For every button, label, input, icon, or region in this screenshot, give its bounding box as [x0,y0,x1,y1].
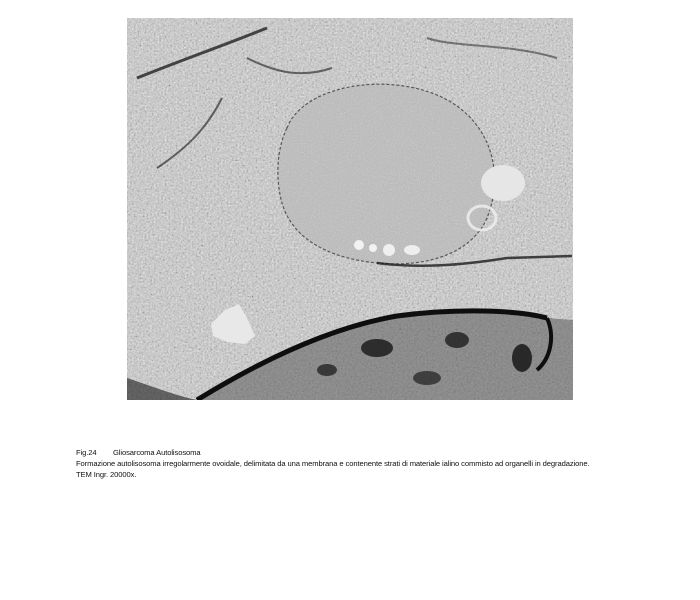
electron-micrograph-image [127,18,573,400]
heterochromatin [413,371,441,385]
micrograph-svg [127,18,573,400]
figure-technique: TEM Ingr. 20000x. [76,470,137,479]
figure-description: Formazione autolisosoma irregolarmente ovoidale, delimitata da una membrana e contenente strati di materiale ialino commisto ad organelli in degradazione. [76,459,590,468]
vesicle [383,244,395,256]
figure-caption [76,447,676,480]
figure-heading [76,447,676,458]
heterochromatin [361,339,393,357]
heterochromatin [317,364,337,376]
vesicle [354,240,364,250]
vesicle [404,245,420,255]
figure-title: Gliosarcoma Autolisosoma [113,448,201,457]
vesicle [369,244,377,252]
heterochromatin [445,332,469,348]
heterochromatin [512,344,532,372]
figure-number: Fig.24 [76,448,97,457]
vacuole [481,165,525,201]
